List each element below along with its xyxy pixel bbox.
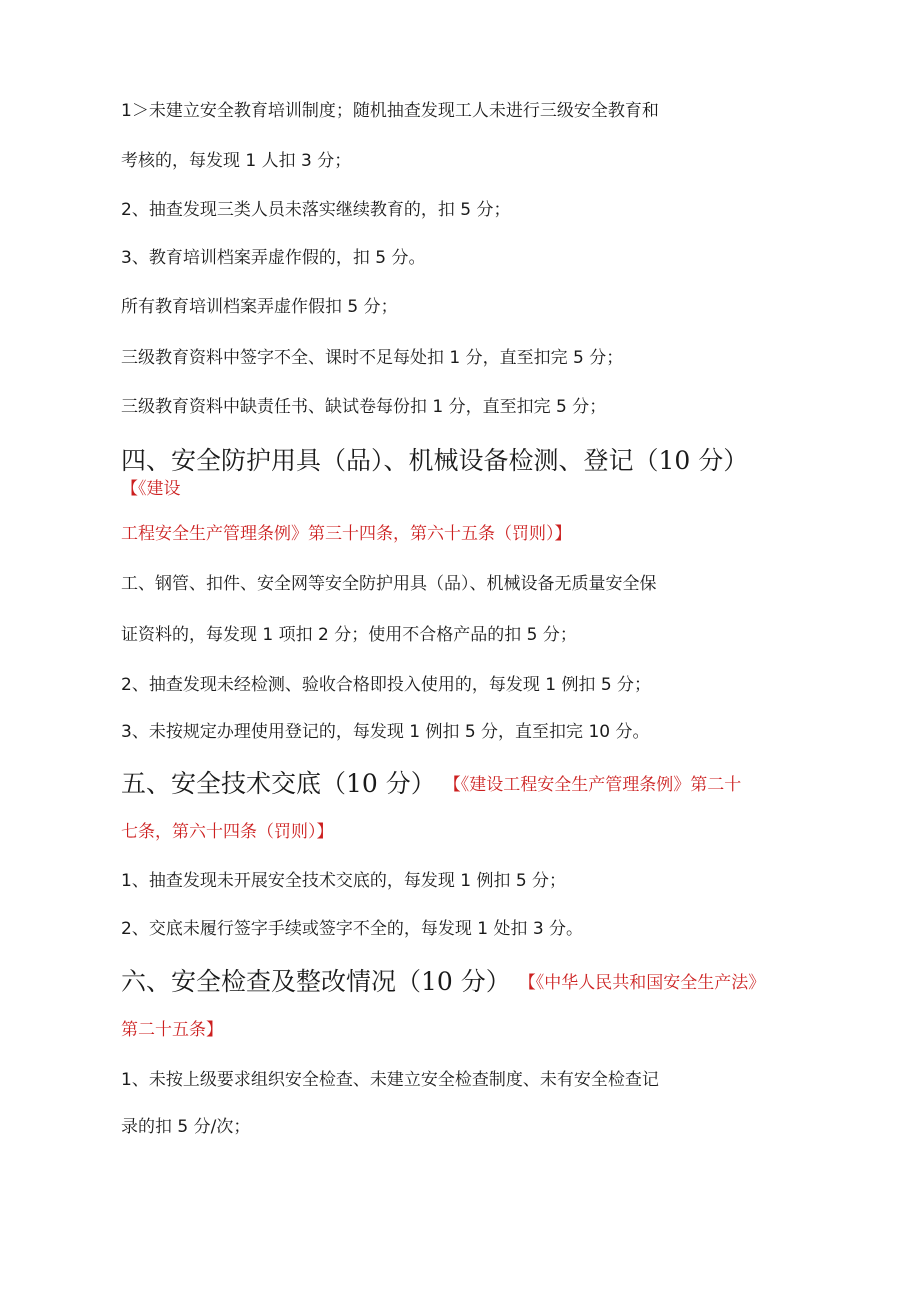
section-heading [121,768,741,801]
paragraph-line: 录的扣 5 分/次； [121,1117,251,1137]
legal-reference: 【《建设 [121,479,181,499]
paragraph-line: 2、抽查发现三类人员未落实继续教育的，扣 5 分； [121,200,511,220]
paragraph-line: 1、抽查发现未开展安全技术交底的，每发现 1 例扣 5 分； [121,871,567,891]
legal-reference: 【《建设工程安全生产管理条例》第二十 [443,775,742,795]
legal-reference: 工程安全生产管理条例》第三十四条，第六十五条（罚则）】 [121,524,572,544]
legal-reference: 七条，第六十四条（罚则）】 [121,822,334,842]
paragraph-line: 2、抽查发现未经检测、验收合格即投入使用的，每发现 1 例扣 5 分； [121,675,652,695]
section-heading [121,445,748,477]
section-heading [121,966,765,999]
paragraph-line: 工、钢管、扣件、安全网等安全防护用具（品）、机械设备无质量安全保 [121,574,657,594]
paragraph-line: 1、未按上级要求组织安全检查、未建立安全检查制度、未有安全检查记 [121,1070,659,1090]
legal-reference: 第二十五条】 [121,1020,223,1040]
paragraph-line: 三级教育资料中缺责任书、缺试卷每份扣 1 分，直至扣完 5 分； [121,397,607,417]
paragraph-line: 1＞未建立安全教育培训制度；随机抽查发现工人未进行三级安全教育和 [121,101,659,121]
paragraph-line: 2、交底未履行签字手续或签字不全的，每发现 1 处扣 3 分。 [121,919,584,939]
paragraph-line: 3、未按规定办理使用登记的，每发现 1 例扣 5 分，直至扣完 10 分。 [121,722,650,742]
paragraph-line: 3、教育培训档案弄虚作假的，扣 5 分。 [121,248,426,268]
legal-reference: 【《中华人民共和国安全生产法》 [518,973,766,993]
section-title: 六、安全检查及整改情况（10 分） [121,967,511,996]
paragraph-line: 所有教育培训档案弄虚作假扣 5 分； [121,297,398,317]
paragraph-line: 三级教育资料中签字不全、课时不足每处扣 1 分，直至扣完 5 分； [121,348,624,368]
section-title: 五、安全技术交底（10 分） [121,769,436,798]
paragraph-line: 考核的，每发现 1 人扣 3 分； [121,151,352,171]
paragraph-line: 证资料的，每发现 1 项扣 2 分；使用不合格产品的扣 5 分； [121,625,577,645]
section-title: 四、安全防护用具（品）、机械设备检测、登记（10 分） [121,446,749,475]
